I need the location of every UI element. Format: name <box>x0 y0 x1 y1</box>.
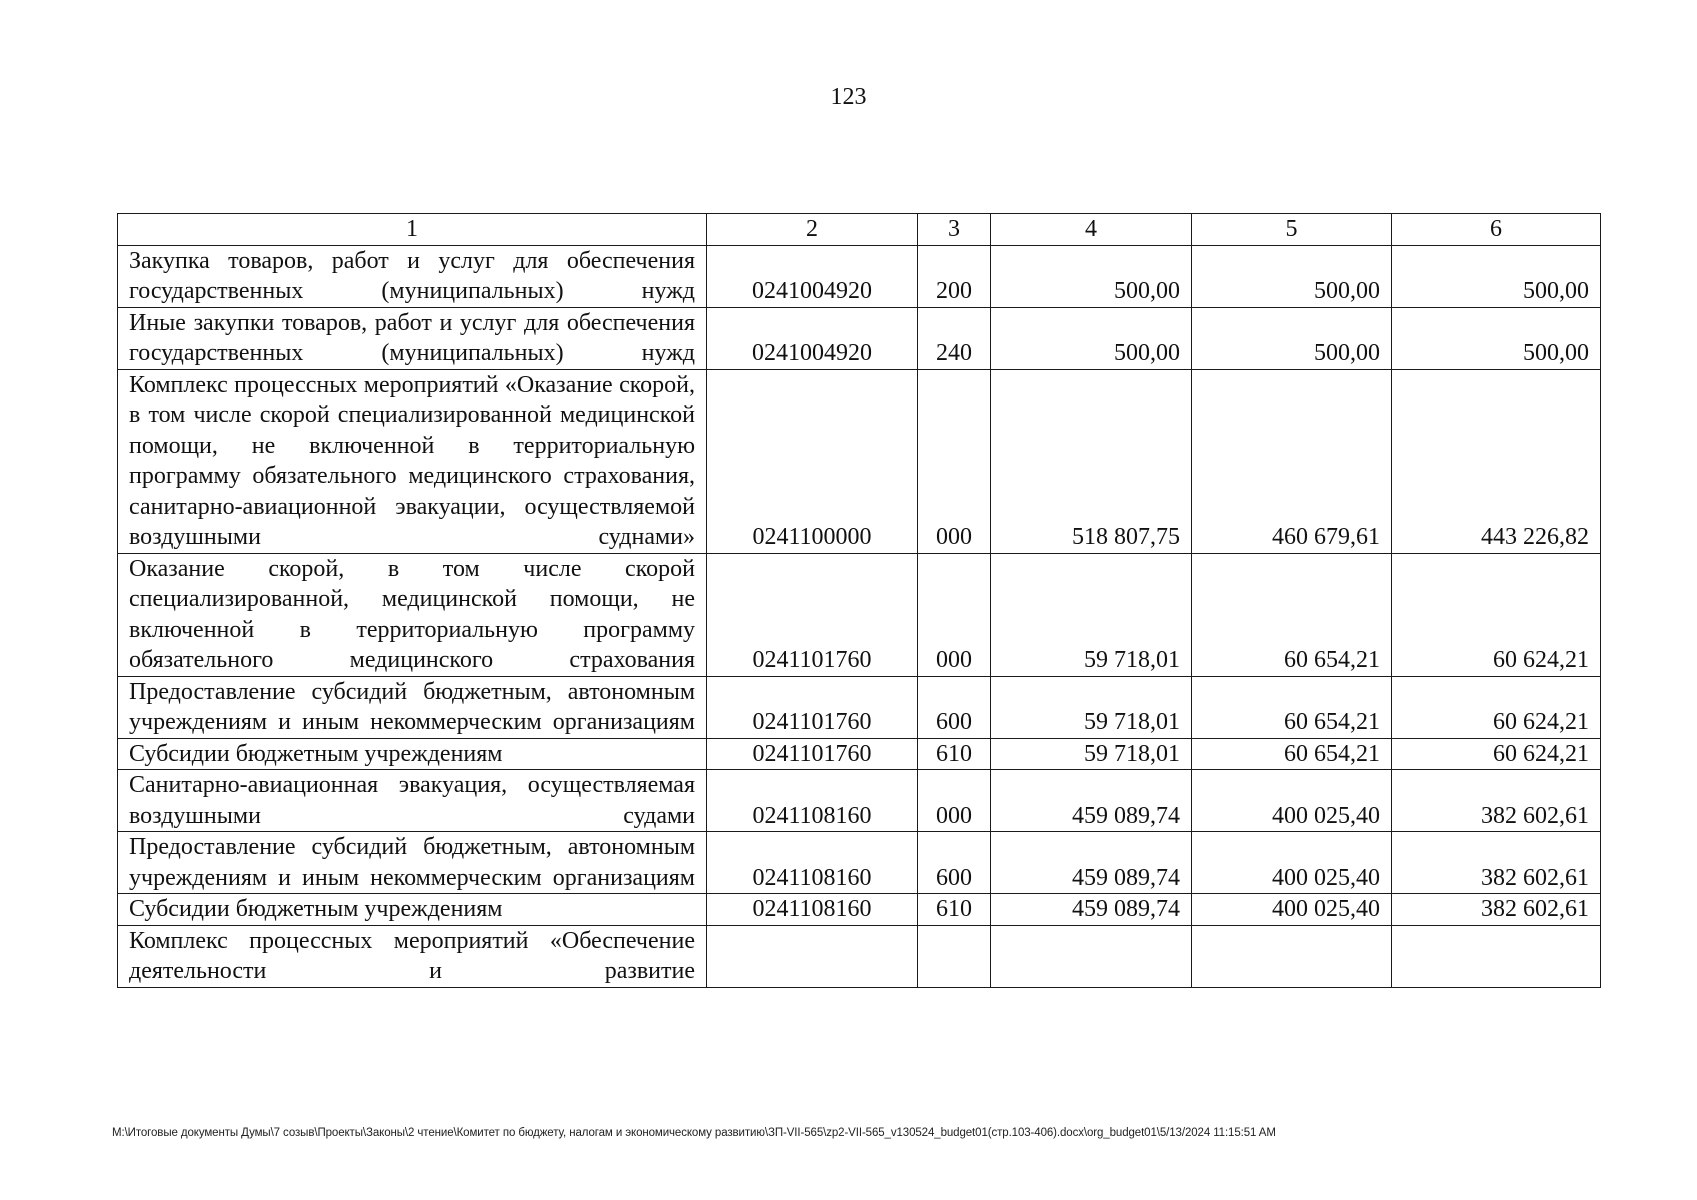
target-article-code: 0241004920 <box>707 307 918 369</box>
amount-col6: 382 602,61 <box>1392 770 1601 832</box>
amount-col4 <box>991 925 1192 987</box>
row-description: Предоставление субсидий бюджетным, автономным учреждениям и иным некоммерческим организациям <box>118 676 707 738</box>
amount-col5: 400 025,40 <box>1192 894 1392 926</box>
amount-col6: 500,00 <box>1392 245 1601 307</box>
column-header: 5 <box>1192 214 1392 246</box>
footer-file-path: M:\Итоговые документы Думы\7 созыв\Проекты\Законы\2 чтение\Комитет по бюджету, налогам и экономическому развитию\ЗП-VII-565\zp2-VII-565_v130524_budget01(стр.103-406).docx\org_budget01\5/13/2024 11:15:51 AM <box>112 1127 1276 1139</box>
amount-col6: 500,00 <box>1392 307 1601 369</box>
row-description: Субсидии бюджетным учреждениям <box>118 894 707 926</box>
expense-type-code: 000 <box>918 369 991 553</box>
amount-col4: 459 089,74 <box>991 770 1192 832</box>
table-row <box>118 894 1601 926</box>
expense-type-code: 610 <box>918 894 991 926</box>
column-header: 4 <box>991 214 1192 246</box>
expense-type-code: 200 <box>918 245 991 307</box>
amount-col5: 500,00 <box>1192 245 1392 307</box>
amount-col6: 60 624,21 <box>1392 738 1601 770</box>
page-number: 123 <box>830 84 867 110</box>
amount-col4: 500,00 <box>991 245 1192 307</box>
amount-col5: 60 654,21 <box>1192 676 1392 738</box>
expense-type-code: 240 <box>918 307 991 369</box>
table-row <box>118 245 1601 307</box>
target-article-code: 0241108160 <box>707 770 918 832</box>
table-row <box>118 553 1601 676</box>
amount-col6: 382 602,61 <box>1392 894 1601 926</box>
amount-col4: 59 718,01 <box>991 738 1192 770</box>
amount-col4: 59 718,01 <box>991 676 1192 738</box>
expense-type-code <box>918 925 991 987</box>
expense-type-code: 600 <box>918 832 991 894</box>
row-description: Закупка товаров, работ и услуг для обеспечения государственных (муниципальных) нужд <box>118 245 707 307</box>
amount-col6: 60 624,21 <box>1392 553 1601 676</box>
table-row <box>118 369 1601 553</box>
row-description: Иные закупки товаров, работ и услуг для обеспечения государственных (муниципальных) нужд <box>118 307 707 369</box>
target-article-code <box>707 925 918 987</box>
target-article-code: 0241108160 <box>707 832 918 894</box>
amount-col5: 400 025,40 <box>1192 770 1392 832</box>
amount-col4: 500,00 <box>991 307 1192 369</box>
row-description: Санитарно-авиационная эвакуация, осуществляемая воздушными судами <box>118 770 707 832</box>
target-article-code: 0241004920 <box>707 245 918 307</box>
amount-col6: 443 226,82 <box>1392 369 1601 553</box>
amount-col6 <box>1392 925 1601 987</box>
row-description: Комплекс процессных мероприятий «Оказание скорой, в том числе скорой специализированной медицинской помощи, не включенной в территориальную программу обязательного медицинского страхования, санитарно-авиационной эвакуации, осуществляемой воздушными суднами» <box>118 369 707 553</box>
expense-type-code: 600 <box>918 676 991 738</box>
amount-col5: 460 679,61 <box>1192 369 1392 553</box>
column-header: 6 <box>1392 214 1601 246</box>
table-row <box>118 676 1601 738</box>
expense-type-code: 610 <box>918 738 991 770</box>
expense-type-code: 000 <box>918 770 991 832</box>
row-description: Комплекс процессных мероприятий «Обеспечение деятельности и развитие <box>118 925 707 987</box>
budget-table <box>117 213 1601 988</box>
target-article-code: 0241100000 <box>707 369 918 553</box>
row-description: Предоставление субсидий бюджетным, автономным учреждениям и иным некоммерческим организациям <box>118 832 707 894</box>
target-article-code: 0241101760 <box>707 553 918 676</box>
column-header: 3 <box>918 214 991 246</box>
expense-type-code: 000 <box>918 553 991 676</box>
table-row <box>118 307 1601 369</box>
table-row <box>118 770 1601 832</box>
row-description: Оказание скорой, в том числе скорой специализированной, медицинской помощи, не включенной в территориальную программу обязательного медицинского страхования <box>118 553 707 676</box>
amount-col6: 382 602,61 <box>1392 832 1601 894</box>
target-article-code: 0241101760 <box>707 676 918 738</box>
amount-col6: 60 624,21 <box>1392 676 1601 738</box>
amount-col4: 459 089,74 <box>991 832 1192 894</box>
table-header-row <box>118 214 1601 246</box>
table-row <box>118 925 1601 987</box>
amount-col4: 59 718,01 <box>991 553 1192 676</box>
amount-col5: 500,00 <box>1192 307 1392 369</box>
amount-col5 <box>1192 925 1392 987</box>
row-description: Субсидии бюджетным учреждениям <box>118 738 707 770</box>
table-row <box>118 738 1601 770</box>
amount-col5: 60 654,21 <box>1192 553 1392 676</box>
table-row <box>118 832 1601 894</box>
target-article-code: 0241108160 <box>707 894 918 926</box>
amount-col4: 459 089,74 <box>991 894 1192 926</box>
target-article-code: 0241101760 <box>707 738 918 770</box>
amount-col5: 400 025,40 <box>1192 832 1392 894</box>
column-header: 1 <box>118 214 707 246</box>
column-header: 2 <box>707 214 918 246</box>
amount-col5: 60 654,21 <box>1192 738 1392 770</box>
amount-col4: 518 807,75 <box>991 369 1192 553</box>
